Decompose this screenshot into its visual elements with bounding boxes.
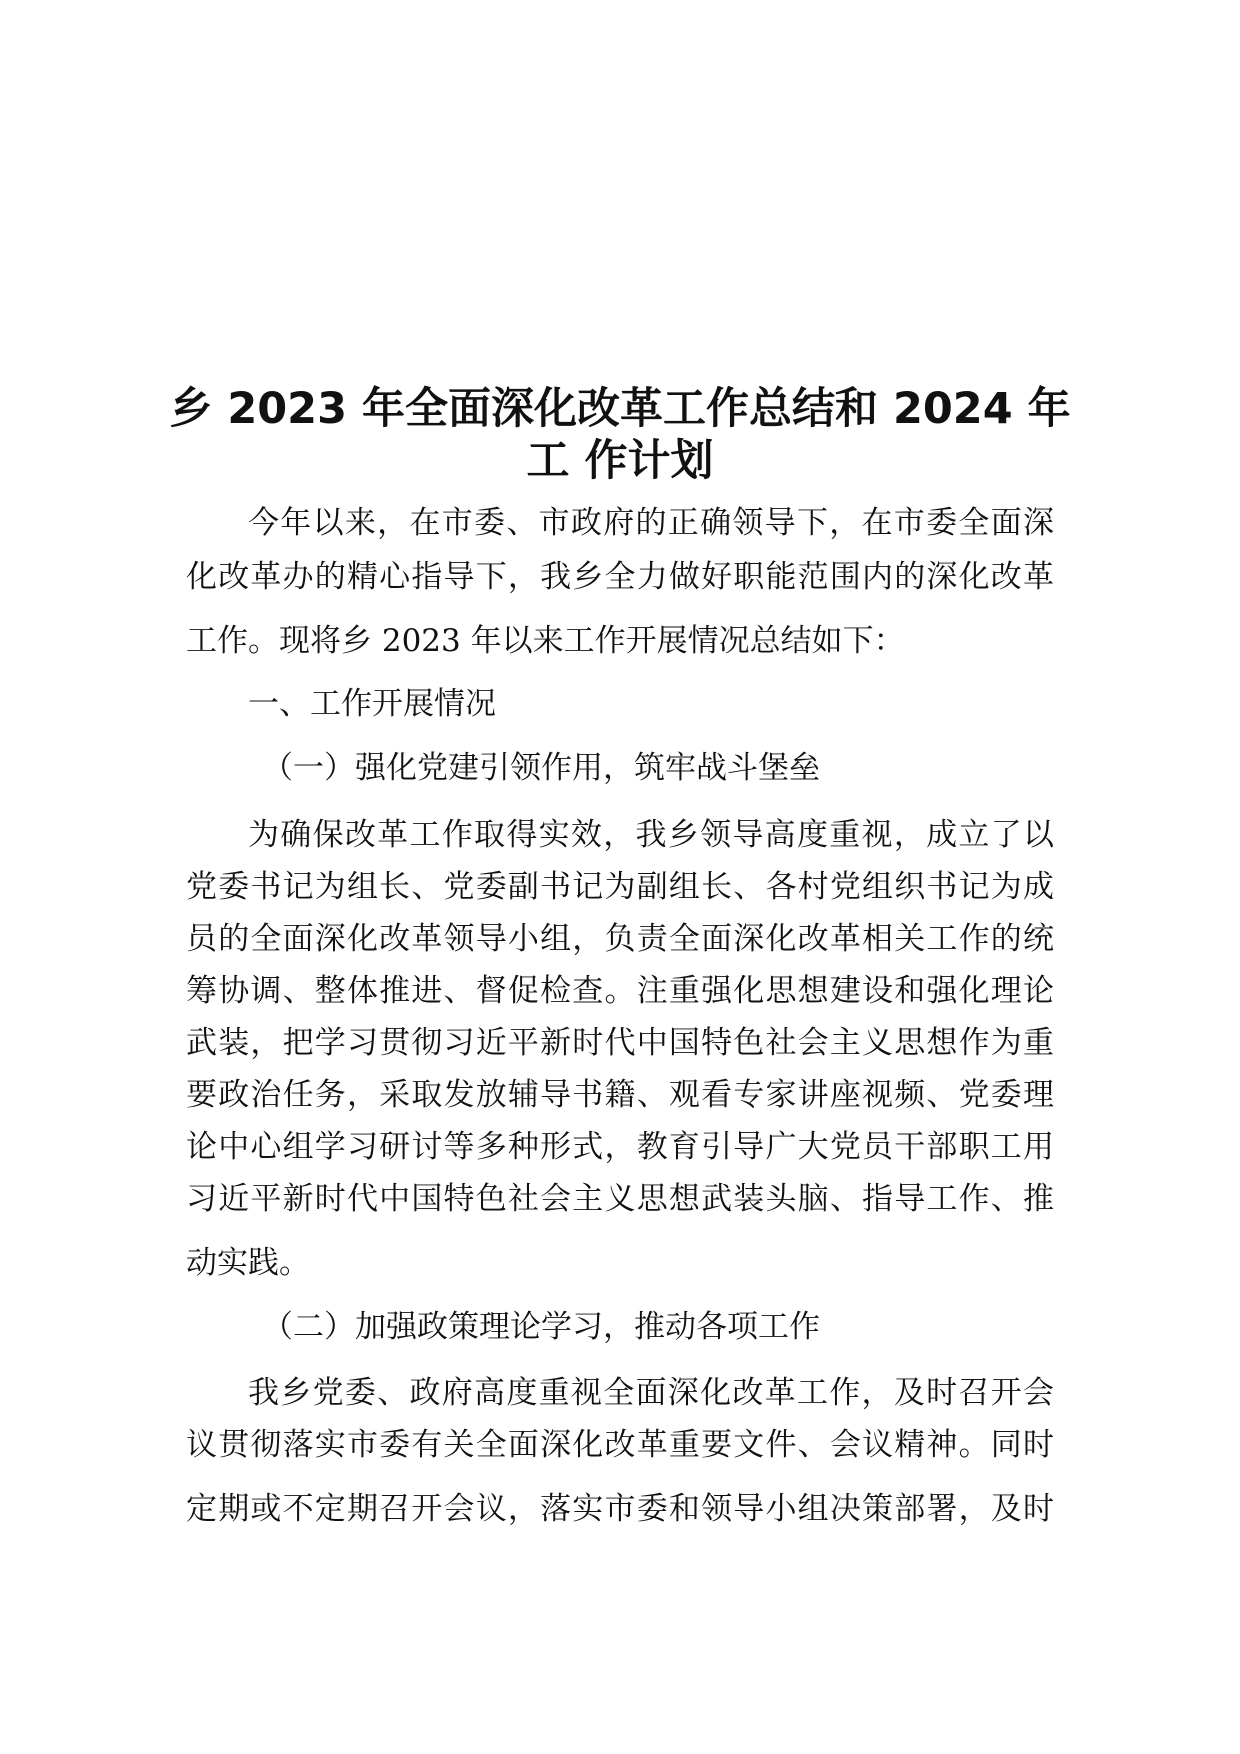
- sub1-line-5: 武装，把学习贯彻习近平新时代中国特色社会主义思想作为重: [186, 1025, 1054, 1061]
- subsection-2-heading: （二）加强政策理论学习，推动各项工作: [262, 1309, 820, 1345]
- intro-line-3: 工作。现将乡 2023 年以来工作开展情况总结如下：: [186, 623, 905, 659]
- sub2-line-1: 我乡党委、政府高度重视全面深化改革工作，及时召开会: [248, 1375, 1054, 1411]
- sub1-line-6: 要政治任务，采取发放辅导书籍、观看专家讲座视频、党委理: [186, 1077, 1054, 1113]
- sub1-line-9: 动实践。: [186, 1245, 310, 1281]
- sub2-line-2: 议贯彻落实市委有关全面深化改革重要文件、会议精神。同时: [186, 1427, 1054, 1463]
- intro-line-1: 今年以来，在市委、市政府的正确领导下，在市委全面深: [248, 505, 1054, 541]
- sub1-line-3: 员的全面深化改革领导小组，负责全面深化改革相关工作的统: [186, 921, 1054, 957]
- sub2-line-3: 定期或不定期召开会议，落实市委和领导小组决策部署，及时: [186, 1491, 1054, 1527]
- sub1-line-7: 论中心组学习研讨等多种形式，教育引导广大党员干部职工用: [186, 1129, 1054, 1165]
- sub1-line-8: 习近平新时代中国特色社会主义思想武装头脑、指导工作、推: [186, 1181, 1054, 1217]
- sub1-line-4: 筹协调、整体推进、督促检查。注重强化思想建设和强化理论: [186, 973, 1054, 1009]
- subsection-1-heading: （一）强化党建引领作用，筑牢战斗堡垒: [262, 750, 820, 786]
- sub1-line-2: 党委书记为组长、党委副书记为副组长、各村党组织书记为成: [186, 869, 1054, 905]
- document-title-line-1: 乡 2023 年全面深化改革工作总结和 2024 年: [169, 384, 1071, 434]
- intro-line-2: 化改革办的精心指导下，我乡全力做好职能范围内的深化改革: [186, 559, 1054, 595]
- sub1-line-1: 为确保改革工作取得实效，我乡领导高度重视，成立了以: [248, 817, 1054, 853]
- section-heading: 一、工作开展情况: [248, 686, 496, 722]
- document-title-line-2: 工 作计划: [526, 436, 714, 486]
